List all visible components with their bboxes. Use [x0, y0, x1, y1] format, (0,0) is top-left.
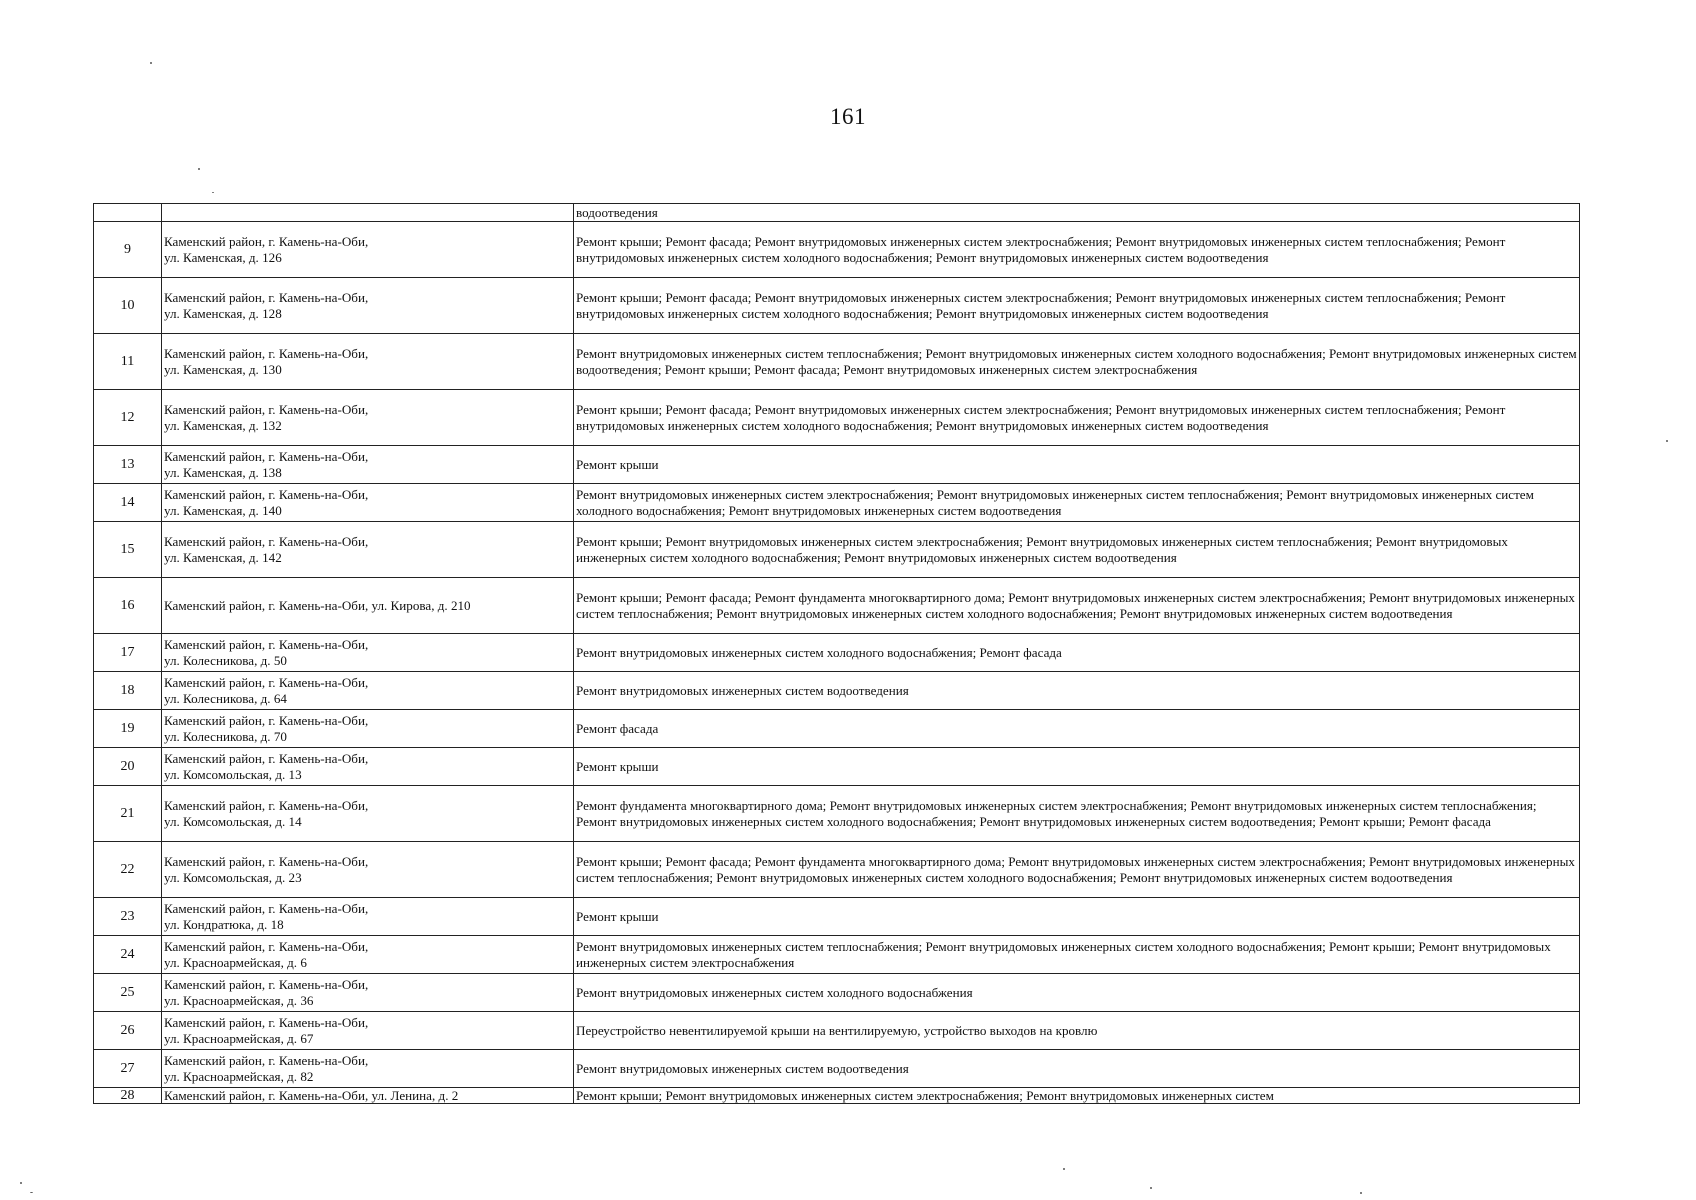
work-types-cell: Ремонт фасада	[574, 710, 1580, 748]
work-types-cell: Ремонт внутридомовых инженерных систем теплоснабжения; Ремонт внутридомовых инженерных систем холодного водоснабжения; Ремонт крыши; Ремонт внутридомовых инженерных систем электроснабжения	[574, 936, 1580, 974]
address-cell	[162, 204, 574, 222]
row-number-cell: 25	[94, 974, 162, 1012]
row-number-cell: 12	[94, 390, 162, 446]
work-types-cell: Ремонт крыши	[574, 748, 1580, 786]
row-number-cell: 21	[94, 786, 162, 842]
address-cell: Каменский район, г. Камень-на-Оби, ул. Каменская, д. 138	[162, 446, 574, 484]
table-row	[94, 748, 1580, 786]
work-types-cell: Ремонт крыши; Ремонт внутридомовых инженерных систем электроснабжения; Ремонт внутридомовых инженерных систем	[574, 1088, 1580, 1104]
table-row	[94, 446, 1580, 484]
address-cell: Каменский район, г. Камень-на-Оби, ул. Каменская, д. 142	[162, 522, 574, 578]
address-cell: Каменский район, г. Камень-на-Оби, ул. Кирова, д. 210	[162, 578, 574, 634]
table-row	[94, 672, 1580, 710]
work-types-cell: Переустройство невентилируемой крыши на вентилируемую, устройство выходов на кровлю	[574, 1012, 1580, 1050]
address-cell: Каменский район, г. Камень-на-Оби, ул. Каменская, д. 132	[162, 390, 574, 446]
row-number-cell: 13	[94, 446, 162, 484]
work-types-cell: Ремонт крыши	[574, 446, 1580, 484]
table-row	[94, 786, 1580, 842]
work-types-cell: Ремонт крыши; Ремонт внутридомовых инженерных систем электроснабжения; Ремонт внутридомовых инженерных систем теплоснабжения; Ремонт внутридомовых инженерных систем холодного водоснабжения; Ремонт внутридомовых инженерных систем водоотведения	[574, 522, 1580, 578]
work-types-cell: Ремонт крыши; Ремонт фасада; Ремонт фундамента многоквартирного дома; Ремонт внутридомовых инженерных систем электроснабжения; Ремонт внутридомовых инженерных систем теплоснабжения; Ремонт внутридомовых инженерных систем холодного водоснабжения; Ремонт внутридомовых инженерных систем водоотведения	[574, 578, 1580, 634]
table-body	[94, 204, 1580, 1104]
table-row	[94, 1050, 1580, 1088]
row-number-cell: 16	[94, 578, 162, 634]
table-row	[94, 710, 1580, 748]
table-row	[94, 974, 1580, 1012]
work-types-cell: Ремонт крыши	[574, 898, 1580, 936]
page-number: 161	[830, 104, 866, 129]
table-row	[94, 842, 1580, 898]
address-cell: Каменский район, г. Камень-на-Оби, ул. Колесникова, д. 64	[162, 672, 574, 710]
table-row	[94, 1088, 1580, 1104]
address-cell: Каменский район, г. Камень-на-Оби, ул. Комсомольская, д. 13	[162, 748, 574, 786]
table-row	[94, 222, 1580, 278]
row-number-cell: 23	[94, 898, 162, 936]
address-cell: Каменский район, г. Камень-на-Оби, ул. Колесникова, д. 50	[162, 634, 574, 672]
row-number-cell: 22	[94, 842, 162, 898]
work-types-cell: Ремонт крыши; Ремонт фасада; Ремонт внутридомовых инженерных систем электроснабжения; Ремонт внутридомовых инженерных систем теплоснабжения; Ремонт внутридомовых инженерных систем холодного водоснабжения; Ремонт внутридомовых инженерных систем водоотведения	[574, 278, 1580, 334]
repair-program-table	[93, 203, 1580, 1104]
table-row	[94, 278, 1580, 334]
address-cell: Каменский район, г. Камень-на-Оби, ул. Красноармейская, д. 82	[162, 1050, 574, 1088]
table-row	[94, 484, 1580, 522]
work-types-cell: Ремонт внутридомовых инженерных систем теплоснабжения; Ремонт внутридомовых инженерных систем холодного водоснабжения; Ремонт внутридомовых инженерных систем водоотведения; Ремонт крыши; Ремонт фасада; Ремонт внутридомовых инженерных систем электроснабжения	[574, 334, 1580, 390]
row-number-cell	[94, 204, 162, 222]
work-types-cell: Ремонт внутридомовых инженерных систем водоотведения	[574, 672, 1580, 710]
address-cell: Каменский район, г. Камень-на-Оби, ул. Каменская, д. 130	[162, 334, 574, 390]
work-types-cell: Ремонт крыши; Ремонт фасада; Ремонт внутридомовых инженерных систем электроснабжения; Ремонт внутридомовых инженерных систем теплоснабжения; Ремонт внутридомовых инженерных систем холодного водоснабжения; Ремонт внутридомовых инженерных систем водоотведения	[574, 390, 1580, 446]
row-number-cell: 27	[94, 1050, 162, 1088]
address-cell: Каменский район, г. Камень-на-Оби, ул. Комсомольская, д. 23	[162, 842, 574, 898]
table-row	[94, 936, 1580, 974]
address-cell: Каменский район, г. Камень-на-Оби, ул. Колесникова, д. 70	[162, 710, 574, 748]
work-types-cell: Ремонт крыши; Ремонт фасада; Ремонт внутридомовых инженерных систем электроснабжения; Ремонт внутридомовых инженерных систем теплоснабжения; Ремонт внутридомовых инженерных систем холодного водоснабжения; Ремонт внутридомовых инженерных систем водоотведения	[574, 222, 1580, 278]
table-row	[94, 522, 1580, 578]
work-types-cell: Ремонт внутридомовых инженерных систем электроснабжения; Ремонт внутридомовых инженерных систем теплоснабжения; Ремонт внутридомовых инженерных систем холодного водоснабжения; Ремонт внутридомовых инженерных систем водоотведения	[574, 484, 1580, 522]
table-row	[94, 634, 1580, 672]
row-number-cell: 18	[94, 672, 162, 710]
work-types-cell: Ремонт внутридомовых инженерных систем холодного водоснабжения	[574, 974, 1580, 1012]
address-cell: Каменский район, г. Камень-на-Оби, ул. Красноармейская, д. 36	[162, 974, 574, 1012]
row-number-cell: 14	[94, 484, 162, 522]
address-cell: Каменский район, г. Камень-на-Оби, ул. Ленина, д. 2	[162, 1088, 574, 1104]
row-number-cell: 17	[94, 634, 162, 672]
row-number-cell: 15	[94, 522, 162, 578]
address-cell: Каменский район, г. Камень-на-Оби, ул. Кондратюка, д. 18	[162, 898, 574, 936]
address-cell: Каменский район, г. Камень-на-Оби, ул. Каменская, д. 126	[162, 222, 574, 278]
table-row	[94, 898, 1580, 936]
row-number-cell: 11	[94, 334, 162, 390]
address-cell: Каменский район, г. Камень-на-Оби, ул. Красноармейская, д. 6	[162, 936, 574, 974]
work-types-cell: водоотведения	[574, 204, 1580, 222]
work-types-cell: Ремонт внутридомовых инженерных систем водоотведения	[574, 1050, 1580, 1088]
row-number-cell: 10	[94, 278, 162, 334]
address-cell: Каменский район, г. Камень-на-Оби, ул. Красноармейская, д. 67	[162, 1012, 574, 1050]
row-number-cell: 19	[94, 710, 162, 748]
address-cell: Каменский район, г. Камень-на-Оби, ул. Комсомольская, д. 14	[162, 786, 574, 842]
row-number-cell: 9	[94, 222, 162, 278]
address-cell: Каменский район, г. Камень-на-Оби, ул. Каменская, д. 140	[162, 484, 574, 522]
table-row	[94, 578, 1580, 634]
work-types-cell: Ремонт фундамента многоквартирного дома; Ремонт внутридомовых инженерных систем электроснабжения; Ремонт внутридомовых инженерных систем теплоснабжения; Ремонт внутридомовых инженерных систем холодного водоснабжения; Ремонт внутридомовых инженерных систем водоотведения; Ремонт крыши; Ремонт фасада	[574, 786, 1580, 842]
row-number-cell: 20	[94, 748, 162, 786]
work-types-cell: Ремонт крыши; Ремонт фасада; Ремонт фундамента многоквартирного дома; Ремонт внутридомовых инженерных систем электроснабжения; Ремонт внутридомовых инженерных систем теплоснабжения; Ремонт внутридомовых инженерных систем холодного водоснабжения; Ремонт внутридомовых инженерных систем водоотведения	[574, 842, 1580, 898]
table-row	[94, 1012, 1580, 1050]
row-number-cell: 26	[94, 1012, 162, 1050]
work-types-cell: Ремонт внутридомовых инженерных систем холодного водоснабжения; Ремонт фасада	[574, 634, 1580, 672]
table-row	[94, 390, 1580, 446]
table-row	[94, 334, 1580, 390]
row-number-cell: 24	[94, 936, 162, 974]
row-number-cell: 28	[94, 1088, 162, 1104]
address-cell: Каменский район, г. Камень-на-Оби, ул. Каменская, д. 128	[162, 278, 574, 334]
table-row	[94, 204, 1580, 222]
